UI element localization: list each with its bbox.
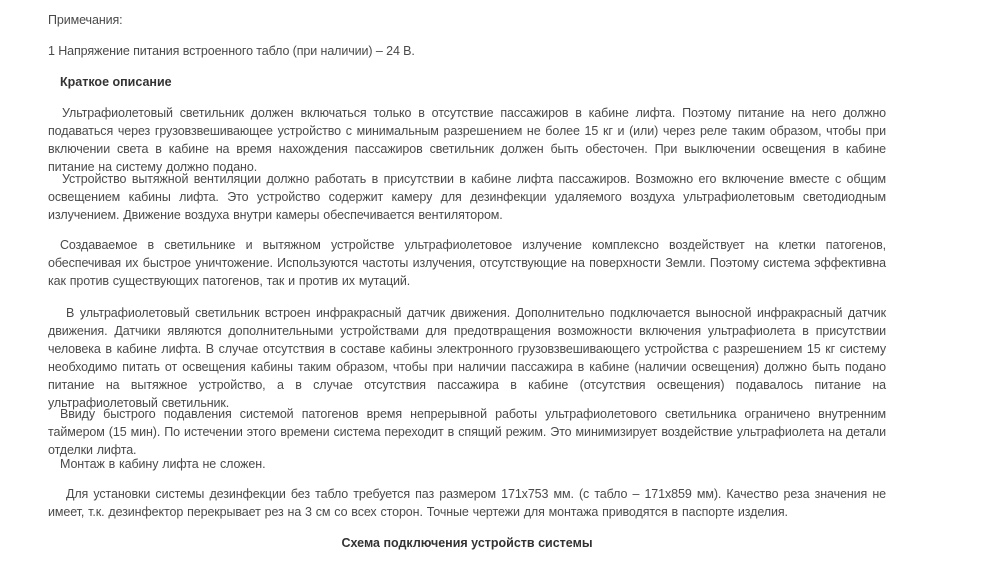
paragraph-uv-lamp-power: Ультрафиолетовый светильник должен включаться только в отсутствие пассажиров в кабине лифта. Поэтому питание на него должно подаваться через грузовзвешивающее устройство с минимальным разрешением не более 15 кг и (или) через реле таким образом, чтобы при включении света в кабине на время нахождения пассажиров светильник должен быть обесточен. При выключении освещения в кабине питание на систему должно подано. (48, 106, 886, 174)
paragraph-cutout-size: Для установки системы дезинфекции без табло требуется паз размером 171х753 мм. (с табло – 171х859 мм). Качество реза значения не имеет, т.к. дезинфектор перекрывает рез на 3 см со всех сторон. Точные чертежи для монтажа приводятся в паспорте изделия. (48, 487, 886, 519)
paragraph-exhaust-ventilation: Устройство вытяжной вентиляции должно работать в присутствии в кабине лифта пассажиров. Возможно его включение вместе с общим освещением кабины лифта. Это устройство содержит камеру для дезинфекции удаляемого воздуха ультрафиолетовым светодиодным излучением. Движение воздуха внутри камеры обеспечивается вентилятором. (48, 172, 886, 222)
brief-description-heading: Краткое описание (60, 75, 172, 89)
paragraph-motion-sensors: В ультрафиолетовый светильник встроен инфракрасный датчик движения. Дополнительно подключается выносной инфракрасный датчик движения. Датчики являются дополнительными устройствами для предотвращения возможности включения ультрафиолета в присутствии человека в кабине лифта. В случае отсутствия в составе кабины электронного грузовзвешивающего устройства с разрешением 15 кг систему необходимо питать от освещения кабины таким образом, чтобы при наличии пассажира в кабине (наличии освещения) должно быть подано питание на вытяжное устройство, а в случае отсутствия пассажира в кабине (отсутствия освещения) подавалось питание на ультрафиолетовый светильник. (48, 306, 886, 410)
notes-title: Примечания: (48, 13, 123, 27)
note-item-1: 1 Напряжение питания встроенного табло (при наличии) – 24 В. (48, 44, 415, 58)
connection-schema-heading: Схема подключения устройств системы (341, 536, 593, 550)
paragraph-timer: Ввиду быстрого подавления системой патогенов время непрерывной работы ультрафиолетового светильника ограничено внутренним таймером (15 мин). По истечении этого времени система переходит в спящий режим. Это минимизирует воздействие ультрафиолета на детали отделки лифта. (48, 407, 886, 457)
paragraph-uv-effect: Создаваемое в светильнике и вытяжном устройстве ультрафиолетовое излучение комплексно воздействует на клетки патогенов, обеспечивая их быстрое уничтожение. Используются частоты излучения, отсутствующие на поверхности Земли. Поэтому система эффективна как против существующих патогенов, так и против их мутаций. (48, 238, 886, 288)
paragraph-installation: Монтаж в кабину лифта не сложен. (60, 457, 266, 471)
